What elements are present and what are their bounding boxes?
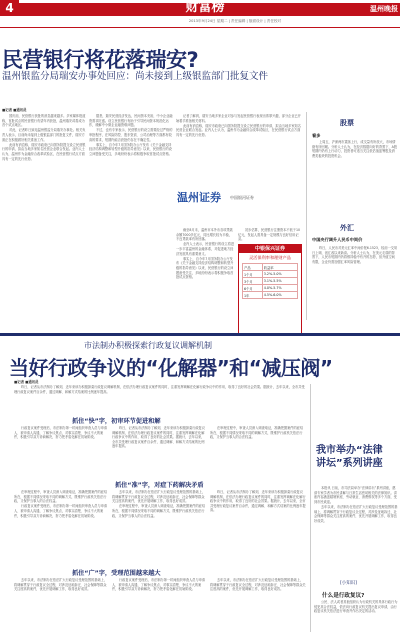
paragraph: 据悉，瑞安民营经济发达，民间资本充裕，中小企业融资需求旺盛。设立民营银行有助于引导民间资本规范化运作，缓解中小微企业融资难问题。: [89, 114, 173, 128]
section-brand: 财富榜: [185, 0, 225, 15]
logo-sub-text: 中国银河证券: [230, 195, 254, 200]
paragraph: 对此，记者昨日致电温州银监分局瑞安办事处。相关负责人表示，目前尚未接到上级银监部门的批复文件，瑞安方面正在积极做好相关准备工作。: [2, 128, 86, 142]
paragraph: 昨日，记者从市法制办了解到，近年来该办积极探索行政复议调解机制，在依法办理行政复议案件的同时，注重发挥调解在化解行政争议中的作用，取得了良好的社会效果。据统计，去年以来，全市共受理行政复议案件百余件，通过调解、和解方式结案的比例逐年提高。: [14, 385, 305, 394]
second-intro: [14, 385, 306, 413]
body-c1: [14, 578, 108, 632]
paragraph: 昨日，人民币对美元汇率中间价报6.1523，较前一交易日上调，创汇改以来新高。分析人士认为，在美元走弱的背景下，人民币短期内仍将维持稳中有升的态势，但升值空间有限，企业仍需加强汇率风险管理。: [312, 246, 398, 264]
second-headline: 当好行政争议的“化解器”和“减压阀”: [9, 356, 333, 380]
paragraph: 此前有消息称，瑞安市政府已向国务院提交设立民营银行的申请，拟由当地多家知名民营企业联合发起。业内人士认为，温州作为金融综合改革试验区，在民营银行试点方面具有一定的先行优势。: [176, 123, 301, 137]
column-divider: [310, 384, 311, 632]
subhead-b: 抓住“准”字，对症下药解决矛盾: [115, 482, 204, 489]
dateline: 2013年9月24日 星期二 | 责任编辑 | 版面设计 | 责任校对: [188, 19, 282, 23]
table-row: 3个月 3.1%-5.5%: [243, 278, 298, 285]
table-row: 1个月 3.2%-5.0%: [243, 271, 298, 278]
top-body-col1: [2, 114, 86, 330]
paragraph: 昨日，记者从市法制办了解到，近年来该办积极探索行政复议调解机制，在依法办理行政复议案件的同时，注重发挥调解在化解行政争议中的作用，取得了良好的社会效果。据统计，去年以来，全市共受理行政复议案件百余件，通过调解、和解方式结案的比例逐年提高。: [210, 490, 306, 513]
header-rule: [0, 27, 400, 28]
second-byline: ■记者 ■通讯员: [14, 380, 39, 384]
paragraph: 截至8月末，温州市本外币各项贷款余额7000多亿元，同比增长较为平稳，不良贷款率有所回落。: [176, 228, 233, 242]
paragraph: 上周五，沪深两市震荡上行，成交量有所放大，市场情绪有所回暖。分析人士认为，在经济数据向好的背景下，A股短期内仍有上行动力，投资者可适当关注低估值蓝筹股及消费类板块的投资机会。: [312, 140, 398, 158]
subhead-c: 抓住“广”字，受理范围越来越大: [72, 570, 161, 577]
paragraph: 国庆前，民营银行获批的消息越来越多。多家媒体报道称，首批试点的民营银行有望年内获批，温州瑞安或将成为首个试点地区。: [2, 114, 86, 128]
body-b2: [112, 490, 206, 564]
side-headline: 我市举办“法律讲坛”系列讲座: [316, 445, 383, 469]
securities-logo: [175, 185, 305, 225]
paragraph: 初步估算，民营银行注册资本不低于10亿元，发起人需具备一定规模与良好信用记录。: [238, 228, 301, 242]
top-body-col3: [176, 114, 302, 180]
paragraph: 行政复议案件受理后，市法制办第一时间组织审查人员与申请人、被申请人沟通，了解争议焦点，对事实清楚、争议不大的案件，积极引导双方协商解决，努力把矛盾化解在初始阶段。: [14, 504, 108, 518]
paragraph: 记者了解到，瑞安当地多家企业对参与发起民营银行表现出浓厚兴趣，部分企业已开始着手准备相关材料。: [176, 114, 301, 123]
section-title-forex: 外汇: [340, 224, 354, 232]
column-divider: [306, 112, 307, 320]
paragraph: 事实上，自今年7月国务院办公厅发布《关于金融支持经济结构调整和转型升级的指导意见》以来，民营银行的设立问题备受关注，多地纷纷表示将积极争取首批试点资格。: [176, 256, 234, 280]
stocks-body: [312, 140, 398, 218]
bank-ad: [238, 244, 302, 334]
top-body-col2: [89, 114, 173, 330]
forex-item-title: 中国央行调升人民币中间价: [312, 237, 363, 242]
paragraph: 在审理过程中，审查人员深入调查取证，准确把握案件的症结所在，根据不同情况采取不同的调解方式，既维护行政机关依法行政，又保护当事人的合法权益。: [112, 504, 206, 518]
logo-main-text: 温州证券: [177, 191, 221, 204]
body-b1: [14, 490, 108, 564]
paragraph: 去年以来，市法制办在依法扩大行政复议受理范围的基础上，将调解贯穿于行政复议全过程，对涉及征地拆迁、社会保障等群众关注度高的案件，优先开展调解工作，取得良好成效。: [314, 504, 398, 523]
second-kicker: 市法制办积极探索行政复议调解机制: [84, 341, 212, 350]
subhead-a: 抓住“快”字，初审环节促进和解: [72, 418, 161, 425]
paper-name: 温州晚报: [370, 5, 398, 13]
paragraph: 不过，也有专家表示，民营银行的设立需要经过严格的审批程序，在风险防控、股东资质、公司治理等方面都有较高的要求，短期内能否获批仍存在不确定性。: [89, 128, 173, 142]
forex-body: [312, 246, 398, 328]
table-row: 产品 收益率: [243, 264, 298, 271]
body-a1: [14, 426, 108, 476]
paragraph: 去年以来，市法制办在依法扩大行政复议受理范围的基础上，将调解贯穿于行政复议全过程，对涉及征地拆迁、社会保障等群众关注度高的案件，优先开展调解工作，取得良好成效。: [210, 578, 306, 592]
paragraph: 行政复议案件受理后，市法制办第一时间组织审查人员与申请人、被申请人沟通，了解争议焦点，对事实清楚、争议不大的案件，积极引导双方协商解决，努力把矛盾化解在初始阶段。: [112, 578, 206, 592]
ad-title: 中银保兴证券: [239, 245, 301, 253]
paragraph: 在审理过程中，审查人员深入调查取证，准确把握案件的症结所在，根据不同情况采取不同的调解方式，既维护行政机关依法行政，又保护当事人的合法权益。: [14, 490, 108, 504]
paragraph: 此前有消息称，瑞安市政府已向国务院提交设立民营银行的申请，拟由当地多家知名民营企业联合发起。业内人士认为，温州作为金融综合改革试验区，在民营银行试点方面具有一定的先行优势。: [2, 142, 86, 161]
top-byline: ■记者 ■通讯员: [2, 108, 27, 112]
ad-label: 灵活保利率和理财产品: [249, 255, 291, 260]
body-a2: [112, 426, 206, 476]
paragraph: 业内人士表示，民营银行的设立将进一步丰富温州的金融体系，对促进地方经济发展具有重要意义。: [176, 242, 234, 256]
answer-body: [314, 600, 398, 632]
side-note: [238, 228, 302, 242]
stocks-item-title: 看多: [312, 133, 321, 138]
paragraph: 本报讯 日前，市司法局举办“法律讲坛”系列讲座，邀请专家学者为市民讲解与日常生活密切相关的法律知识。讲座内容涵盖婚姻家庭、劳动就业、消费维权等多个方面，受到市民欢迎。: [314, 486, 397, 504]
body-b3: [210, 490, 306, 564]
ad-rate-table: [242, 263, 298, 299]
paragraph: 去年以来，市法制办在依法扩大行政复议受理范围的基础上，将调解贯穿于行政复议全过程，对涉及征地拆迁、社会保障等群众关注度高的案件，优先开展调解工作，取得良好成效。: [112, 490, 206, 504]
top-subheadline: 温州银监分局瑞安办事处回应：尚未接到上级银监部门批复文件: [2, 71, 269, 82]
question-title: 什么是行政复议?: [322, 593, 365, 599]
section-title-stocks: 股票: [340, 119, 354, 127]
page-number: 4: [0, 0, 19, 16]
body-a3: [210, 426, 306, 476]
side-body: [314, 486, 398, 574]
paragraph: 事实上，自今年7月国务院办公厅发布《关于金融支持经济结构调整和转型升级的指导意见》以来，民营银行的设立问题备受关注，多地纷纷表示将积极争取首批试点资格。: [89, 142, 172, 156]
table-row: 6个月 4.0%-5.7%: [243, 285, 298, 292]
table-row: 1年 4.5%-6.0%: [243, 292, 298, 299]
body-c2: [112, 578, 206, 632]
story-separator: [0, 333, 400, 336]
small-tag: [小知识]: [340, 581, 358, 586]
top-body-col3b: [176, 228, 234, 330]
paragraph: 公民、法人或者其他组织认为行政机关的具体行政行为侵犯其合法权益，依法向行政复议机关提出复议申请，由行政复议机关依法进行审查并作出决定的活动。: [314, 600, 398, 614]
body-c3: [210, 578, 306, 632]
paragraph: 去年以来，市法制办在依法扩大行政复议受理范围的基础上，将调解贯穿于行政复议全过程，对涉及征地拆迁、社会保障等群众关注度高的案件，优先开展调解工作，取得良好成效。: [14, 578, 108, 592]
paragraph: 在审理过程中，审查人员深入调查取证，准确把握案件的症结所在，根据不同情况采取不同的调解方式，既维护行政机关依法行政，又保护当事人的合法权益。: [210, 426, 304, 440]
top-headline: 民营银行将花落瑞安?: [2, 48, 199, 72]
paragraph: 昨日，记者从市法制办了解到，近年来该办积极探索行政复议调解机制，在依法办理行政复议案件的同时，注重发挥调解在化解行政争议中的作用，取得了良好的社会效果。据统计，去年以来，全市共受理行政复议案件百余件，通过调解、和解方式结案的比例逐年提高。: [112, 426, 206, 449]
paragraph: 行政复议案件受理后，市法制办第一时间组织审查人员与申请人、被申请人沟通，了解争议焦点，对事实清楚、争议不大的案件，积极引导双方协商解决，努力把矛盾化解在初始阶段。: [14, 426, 108, 440]
